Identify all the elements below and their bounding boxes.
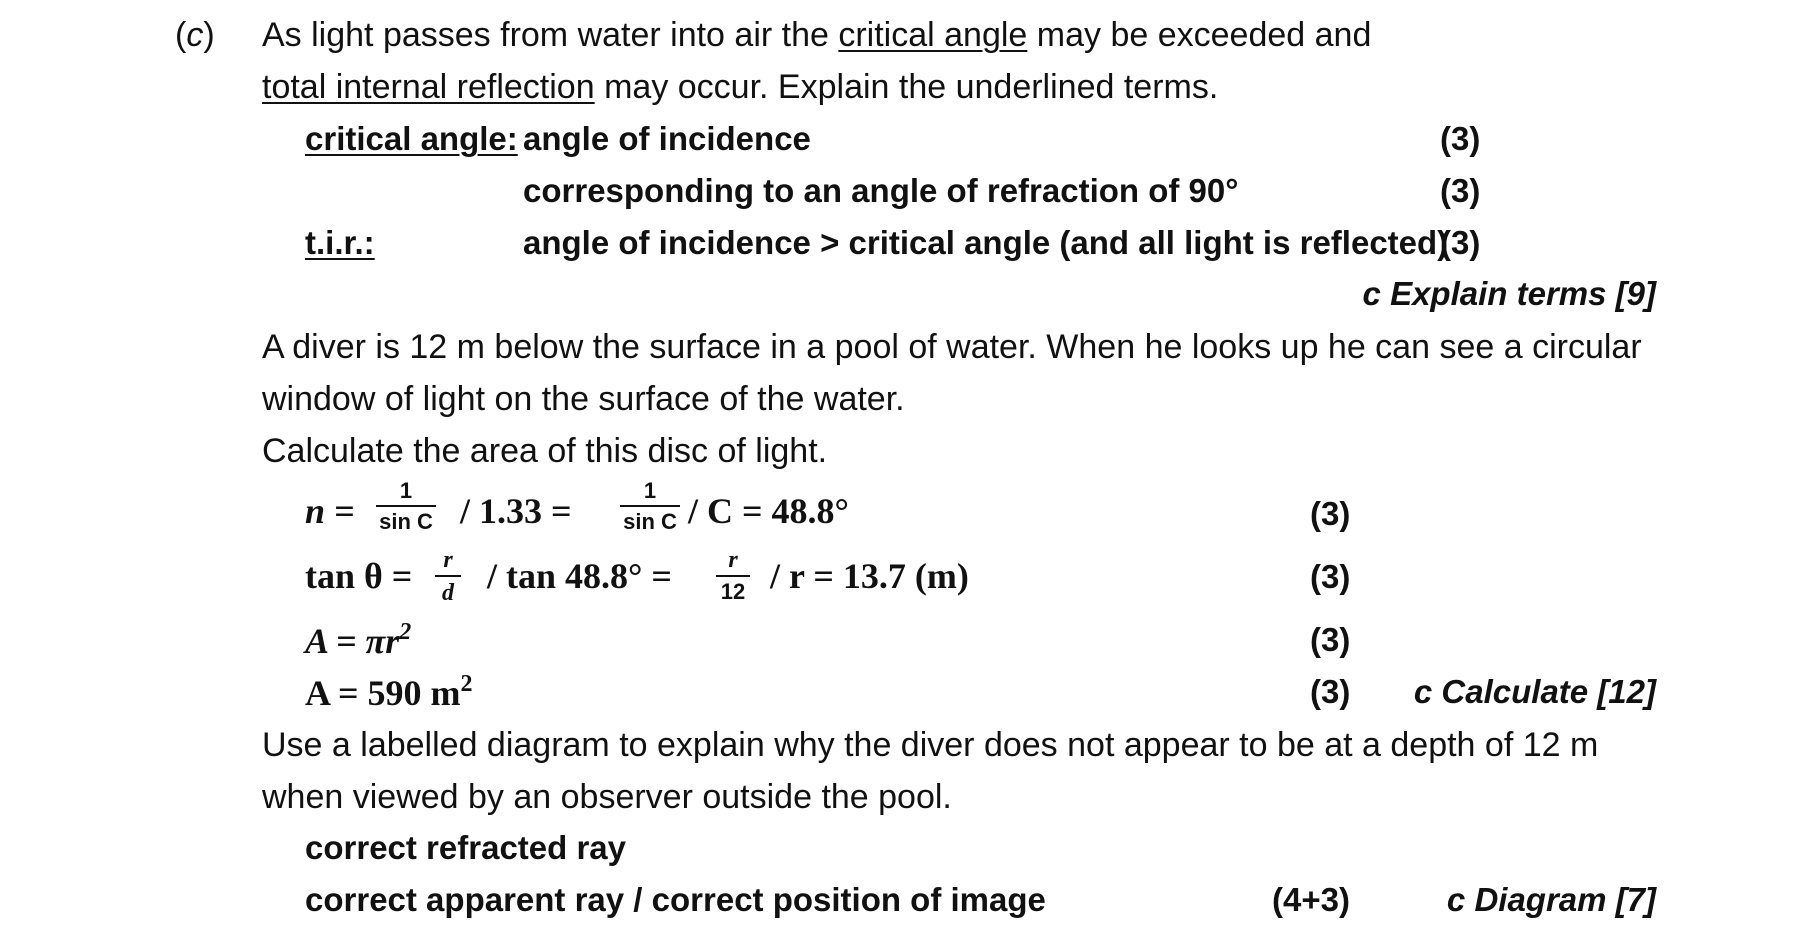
tir-label: t.i.r.: xyxy=(305,224,375,261)
section-summary-diagram: c Diagram [7] xyxy=(1446,881,1656,918)
mark: (3) xyxy=(1310,621,1351,658)
critical-angle-answer-1: angle of incidence xyxy=(523,120,811,157)
calc-question-line-1: A diver is 12 m below the surface in a pool of water. When he looks up he can see a circular xyxy=(262,328,1642,366)
underlined-term-tir: total internal reflection xyxy=(262,68,595,106)
equation-1-result: / C = 48.8° xyxy=(688,491,849,531)
part-label xyxy=(175,18,215,52)
mark: (3) xyxy=(1310,495,1351,532)
mark: (3) xyxy=(1440,120,1481,157)
part-label-close: ) xyxy=(203,16,215,54)
critical-angle-answer-2: corresponding to an angle of refraction of 90° xyxy=(523,172,1239,209)
fraction-3 xyxy=(435,548,461,605)
fraction-numerator: r xyxy=(728,547,738,573)
fraction-1 xyxy=(376,480,436,533)
question-line-2 xyxy=(262,70,1218,104)
question-text: may be exceeded and xyxy=(1027,16,1372,54)
equation-text: A = 590 m xyxy=(305,673,461,713)
fraction-numerator: 1 xyxy=(643,478,657,503)
fraction-2 xyxy=(620,480,680,533)
critical-angle-label: critical angle: xyxy=(305,120,518,157)
equation-4 xyxy=(305,672,473,711)
underlined-term-critical-angle: critical angle xyxy=(838,16,1028,54)
equation-text: A = πr xyxy=(305,621,400,661)
diagram-question-line-2: when viewed by an observer outside the pool. xyxy=(262,778,952,816)
question-line-1 xyxy=(262,18,1371,52)
equation-text: n = xyxy=(305,491,355,531)
superscript: 2 xyxy=(399,619,412,645)
mark: (4+3) xyxy=(1272,881,1350,918)
diagram-question-line-1: Use a labelled diagram to explain why the diver does not appear to be at a depth of 12 m xyxy=(262,726,1599,764)
tir-answer: angle of incidence > critical angle (and all light is reflected) xyxy=(523,224,1449,261)
fraction-4 xyxy=(716,548,750,603)
mark: (3) xyxy=(1440,224,1481,261)
equation-3 xyxy=(305,620,411,659)
equation-2-lhs: tan θ = xyxy=(305,556,413,596)
equation-2-mid: / tan 48.8° = xyxy=(487,556,672,596)
section-summary-calculate: c Calculate [12] xyxy=(1413,673,1656,710)
mark: (3) xyxy=(1310,673,1351,710)
diagram-answer-2: correct apparent ray / correct position of image xyxy=(305,881,1046,918)
question-text: As light passes from water into air the xyxy=(262,16,839,54)
part-label-open: ( xyxy=(175,16,187,54)
superscript: 2 xyxy=(460,671,473,697)
fraction-denominator: 12 xyxy=(720,579,746,604)
diagram-answer-1: correct refracted ray xyxy=(305,829,627,866)
question-text: may occur. Explain the underlined terms. xyxy=(594,68,1219,106)
fraction-numerator: r xyxy=(443,547,453,573)
fraction-denominator: sin C xyxy=(623,509,677,534)
equation-1-mid: / 1.33 = xyxy=(460,491,572,531)
fraction-numerator: 1 xyxy=(399,478,413,503)
part-label-letter: c xyxy=(186,16,204,54)
fraction-denominator: sin C xyxy=(379,509,433,534)
mark: (3) xyxy=(1440,172,1481,209)
calc-question-line-3: Calculate the area of this disc of light. xyxy=(262,432,828,470)
calc-question-line-2: window of light on the surface of the water. xyxy=(262,380,905,418)
equation-2-result: / r = 13.7 (m) xyxy=(770,556,969,596)
equation-1-lhs xyxy=(305,493,355,529)
mark: (3) xyxy=(1310,558,1351,595)
section-summary-explain: c Explain terms [9] xyxy=(1362,275,1656,312)
fraction-denominator: d xyxy=(442,580,454,606)
